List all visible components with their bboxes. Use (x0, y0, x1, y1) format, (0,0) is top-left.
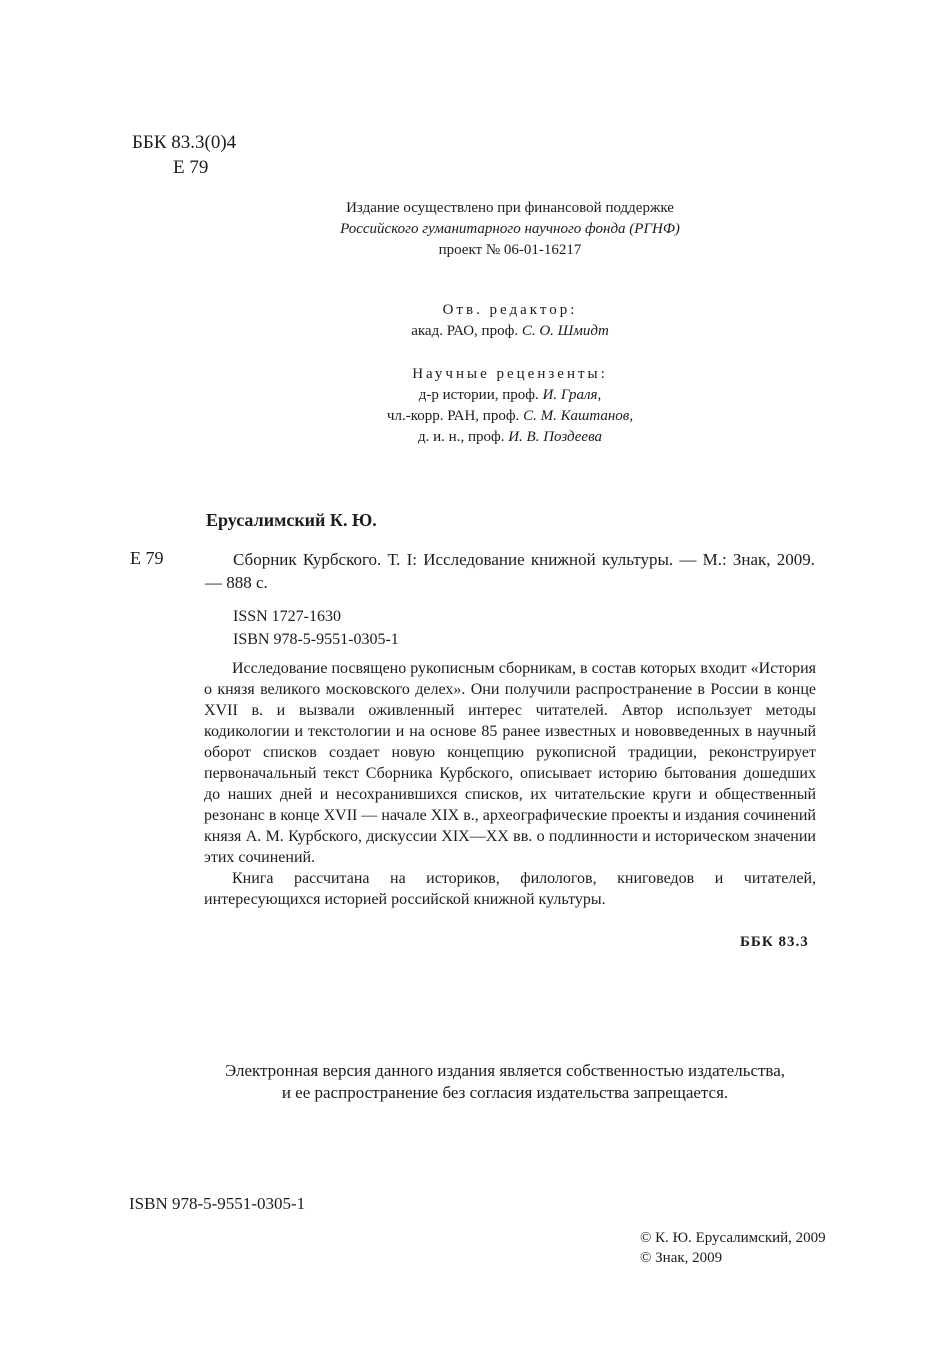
abstract-paragraph: Книга рассчитана на историков, филологов, книговедов и читателей, интересующихся историей российской книжной культуры. (204, 870, 816, 908)
catalog-title: Сборник Курбского. Т. I: Исследование книжной культуры. — М.: Знак, 2009. — 888 с. (205, 550, 815, 592)
reviewer-name: С. М. Каштанов, (523, 408, 634, 424)
bbk-code: ББК 83.3(0)4 (132, 132, 237, 153)
abstract-paragraph: Исследование посвящено рукописным сборникам, в состав которых входит «История о князя великого московского делех». Они получили распространение в России в конце XVII в. и вызвали оживленный интерес читателей. Автор использует методы кодикологии и текстологии и на основе 85 ранее известных и нововведенных в научный оборот списков создает новую концепцию рукописной традиции, реконструирует первоначальный текст Сборника Курбского, описывает историю бытования дошедших до наших дней и несохранившихся списков, их читательские круги и общественный резонанс в конце XVII — начале XIX в., археографические проекты и издания сочинений князя А. М. Курбского, дискуссии XIX—XX вв. о подлинности и историческом значении этих сочинений. (204, 660, 816, 866)
editor-block (300, 300, 720, 342)
reviewer-line (300, 385, 720, 406)
reviewer-title: д. и. н., проф. (418, 429, 509, 445)
isbn-bottom: ISBN 978-5-9551-0305-1 (129, 1194, 306, 1213)
reviewer-line (300, 427, 720, 448)
catalog-author: Ерусалимский К. Ю. (206, 510, 377, 530)
abstract (204, 658, 816, 910)
funding-project-number: проект № 06-01-16217 (438, 242, 582, 258)
reviewer-name: И. В. Поздеева (508, 429, 602, 445)
reviewers-block (300, 364, 720, 448)
editor-heading: Отв. редактор: (442, 302, 578, 318)
funding-fund-name: Российского гуманитарного научного фонда (РГНФ) (340, 221, 680, 237)
reviewers-heading: Научные рецензенты: (412, 366, 608, 382)
bbk-author-index: Е 79 (173, 157, 209, 178)
catalog-index: Е 79 (130, 548, 164, 568)
reviewer-title: чл.-корр. РАН, проф. (386, 408, 524, 424)
notice-line: и ее распространение без согласия издательства запрещается. (281, 1083, 729, 1102)
editor-line (300, 321, 720, 342)
reviewer-title: д-р истории, проф. (418, 387, 543, 403)
funding-line: Издание осуществлено при финансовой поддержке (346, 200, 674, 216)
notice-line: Электронная версия данного издания является собственностью издательства, (224, 1061, 786, 1080)
copyright-author: © К. Ю. Ерусалимский, 2009 (640, 1230, 826, 1246)
reviewer-line (300, 406, 720, 427)
abstract-bbk: ББК 83.3 (740, 934, 809, 950)
editor-title: акад. РАО, проф. (411, 323, 522, 339)
copyright-publisher: © Знак, 2009 (640, 1250, 723, 1266)
funding-note (300, 198, 720, 261)
isbn: ISBN 978-5-9551-0305-1 (233, 631, 399, 648)
issn: ISSN 1727-1630 (233, 608, 342, 625)
copyright-block (640, 1228, 826, 1268)
electronic-version-notice (150, 1060, 860, 1104)
reviewer-name: И. Граля, (542, 387, 602, 403)
editor-name: С. О. Шмидт (521, 323, 609, 339)
